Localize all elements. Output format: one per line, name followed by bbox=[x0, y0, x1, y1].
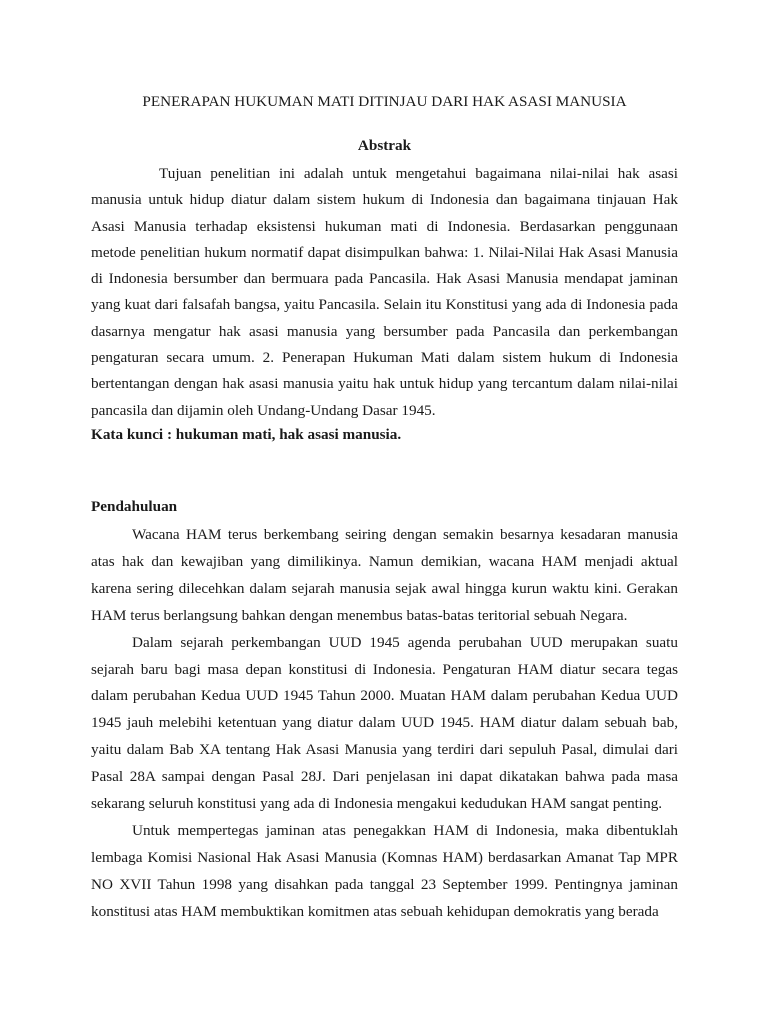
abstract-heading: Abstrak bbox=[357, 137, 412, 154]
document-title: PENERAPAN HUKUMAN MATI DITINJAU DARI HAK ASASI MANUSIA bbox=[142, 93, 627, 110]
intro-paragraph-3: Untuk mempertegas jaminan atas penegakkan HAM di Indonesia, maka dibentuklah lembaga Komisi Nasional Hak Asasi Manusia (Komnas HAM) berdasarkan Amanat Tap MPR NO XVII Tahun 1998 yang disahkan pada tanggal 23 September 1999. Pentingnya jaminan konstitusi atas HAM membuktikan komitmen atas sebuah kehidupan demokratis yang berada bbox=[91, 821, 678, 920]
intro-paragraph-2: Dalam sejarah perkembangan UUD 1945 agenda perubahan UUD merupakan suatu sejarah baru bagi masa depan konstitusi di Indonesia. Pengaturan HAM diatur secara tegas dalam perubahan Kedua UUD 1945 Tahun 2000. Muatan HAM dalam perubahan Kedua UUD 1945 jauh melebihi ketentuan yang diatur dalam UUD 1945. HAM diatur dalam sebuah bab, yaitu dalam Bab XA tentang Hak Asasi Manusia yang terdiri dari sepuluh Pasal, dimulai dari Pasal 28A sampai dengan Pasal 28J. Dari penjelasan ini dapat dikatakan bahwa pada masa sekarang seluruh konstitusi yang ada di Indonesia mengakui kedudukan HAM sangat penting. bbox=[91, 633, 678, 813]
abstract-paragraph: Tujuan penelitian ini adalah untuk mengetahui bagaimana nilai-nilai hak asasi manusia untuk hidup diatur dalam sistem hukum di Indonesia dan bagaimana tinjauan Hak Asasi Manusia terhadap eksistensi hukuman mati di Indonesia. Berdasarkan penggunaan metode penelitian hukum normatif dapat disimpulkan bahwa: 1. Nilai-Nilai Hak Asasi Manusia di Indonesia bersumber dan bermuara pada Pancasila. Hak Asasi Manusia mendapat jaminan yang kuat dari falsafah bangsa, yaitu Pancasila. Selain itu Konstitusi yang ada di Indonesia pada dasarnya mengatur hak asasi manusia yang bersumber pada Pancasila dan perkembangan pengaturan secara umum. 2. Penerapan Hukuman Mati dalam sistem hukum di Indonesia bertentangan dengan hak asasi manusia yaitu hak untuk hidup yang tercantum dalam nilai-nilai pancasila dan dijamin oleh Undang-Undang Dasar 1945. bbox=[91, 165, 678, 419]
intro-paragraph-1: Wacana HAM terus berkembang seiring dengan semakin besarnya kesadaran manusia atas hak dan kewajiban yang dimilikinya. Namun demikian, wacana HAM menjadi aktual karena sering dilecehkan dalam sejarah manusia sejak awal hingga kurun waktu kini. Gerakan HAM terus berlangsung bahkan dengan menembus batas-batas teritorial sebuah Negara. bbox=[91, 525, 678, 624]
introduction-heading: Pendahuluan bbox=[91, 497, 178, 515]
keywords: Kata kunci : hukuman mati, hak asasi manusia. bbox=[91, 425, 402, 443]
